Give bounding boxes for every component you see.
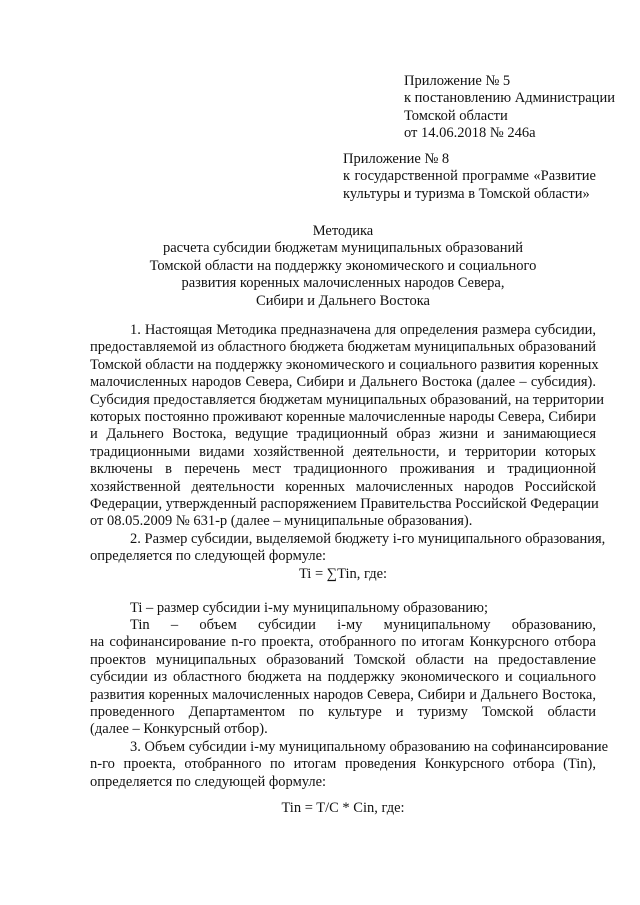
paragraph-line: Ti – размер субсидии i-му муниципальному образованию; — [130, 600, 488, 616]
paragraph-line: 3. Объем субсидии i-му муниципальному образованию на софинансирование — [130, 739, 609, 755]
paragraph-line: предоставляемой из областного бюджета бюджетам муниципальных образований — [90, 339, 596, 356]
paragraph-line: от 08.05.2009 № 631-р (далее – муниципальные образования). — [90, 513, 473, 530]
appendix-5-region: Томской области — [404, 107, 508, 124]
paragraph-line: на софинансирование n-го проекта, отобранного по итогам Конкурсного отбора — [90, 634, 596, 651]
title-line-4: развития коренных малочисленных народов Севера, — [181, 275, 505, 292]
title-line-2: расчета субсидии бюджетам муниципальных образований — [163, 240, 523, 257]
paragraph-line: которых постоянно проживают коренные малочисленные народы Севера, Сибири — [90, 408, 596, 425]
paragraph-line: развития коренных малочисленных народов Севера, Сибири и Дальнего Востока, — [90, 686, 596, 703]
appendix-8-header — [343, 151, 596, 203]
formula-tin-text: Tin = T/C * Cin, где: — [281, 800, 405, 816]
paragraph-2 — [90, 531, 606, 566]
paragraph-line: определяется по следующей формуле: — [90, 773, 327, 790]
title-line-3: Томской области на поддержку экономического и социального — [149, 257, 537, 274]
formula-ti-text: Ti = ∑Tin, где: — [298, 566, 388, 582]
paragraph-1 — [90, 322, 604, 531]
paragraph-line: традиционными видами хозяйственной деятельности, и территории которых — [90, 443, 596, 460]
paragraph-line: малочисленных народов Севера, Сибири и Дальнего Востока (далее – субсидия). — [90, 374, 596, 391]
paragraph-line: проектов муниципальных образований Томской области на предоставление — [90, 651, 596, 668]
paragraph-line: проведенного Департаментом по культуре и туризму Томской области — [90, 703, 596, 720]
paragraph-line: Tin – объем субсидии i-му муниципальному образованию, — [130, 617, 596, 633]
paragraph-line: 2. Размер субсидии, выделяемой бюджету i-го муниципального образования, — [130, 531, 606, 547]
document-title — [90, 223, 596, 310]
definition-tin — [90, 617, 596, 739]
formula-ti — [90, 566, 596, 583]
paragraph-line: 1. Настоящая Методика предназначена для определения размера субсидии, — [130, 322, 596, 338]
paragraph-line: определяется по следующей формуле: — [90, 548, 327, 565]
paragraph-line: Томской области на поддержку экономического и социального развития коренных — [90, 356, 599, 373]
title-line-5: Сибири и Дальнего Востока — [256, 292, 430, 309]
paragraph-line: (далее – Конкурсный отбор). — [90, 721, 268, 738]
title-methodology: Методика — [312, 223, 374, 239]
appendix-5-reference: к постановлению Администрации — [404, 90, 615, 107]
paragraph-line: Федерации, утвержденный распоряжением Правительства Российской Федерации — [90, 495, 599, 512]
paragraph-line: включены в перечень мест традиционного проживания и традиционной — [90, 461, 596, 478]
appendix-5-date: от 14.06.2018 № 246а — [404, 125, 536, 142]
definition-ti — [90, 600, 596, 617]
paragraph-line: Субсидия предоставляется бюджетам муниципальных образований, на территории — [90, 391, 604, 408]
appendix-8-reference: к государственной программе «Развитие — [343, 168, 596, 185]
paragraph-line: хозяйственной деятельности коренных малочисленных народов Российской — [90, 478, 596, 495]
appendix-5-title: Приложение № 5 — [404, 73, 511, 89]
appendix-5-header — [404, 73, 614, 143]
appendix-8-title: Приложение № 8 — [343, 151, 450, 167]
formula-tin — [90, 800, 596, 817]
paragraph-line: субсидии из областного бюджета на поддержку экономического и социального — [90, 669, 596, 686]
paragraph-line: n-го проекта, отобранного по итогам проведения Конкурсного отбора (Tin), — [90, 756, 596, 773]
appendix-8-program: культуры и туризма в Томской области» — [343, 185, 590, 202]
paragraph-3 — [90, 739, 609, 791]
paragraph-line: и Дальнего Востока, ведущие традиционный образ жизни и занимающиеся — [90, 426, 596, 443]
